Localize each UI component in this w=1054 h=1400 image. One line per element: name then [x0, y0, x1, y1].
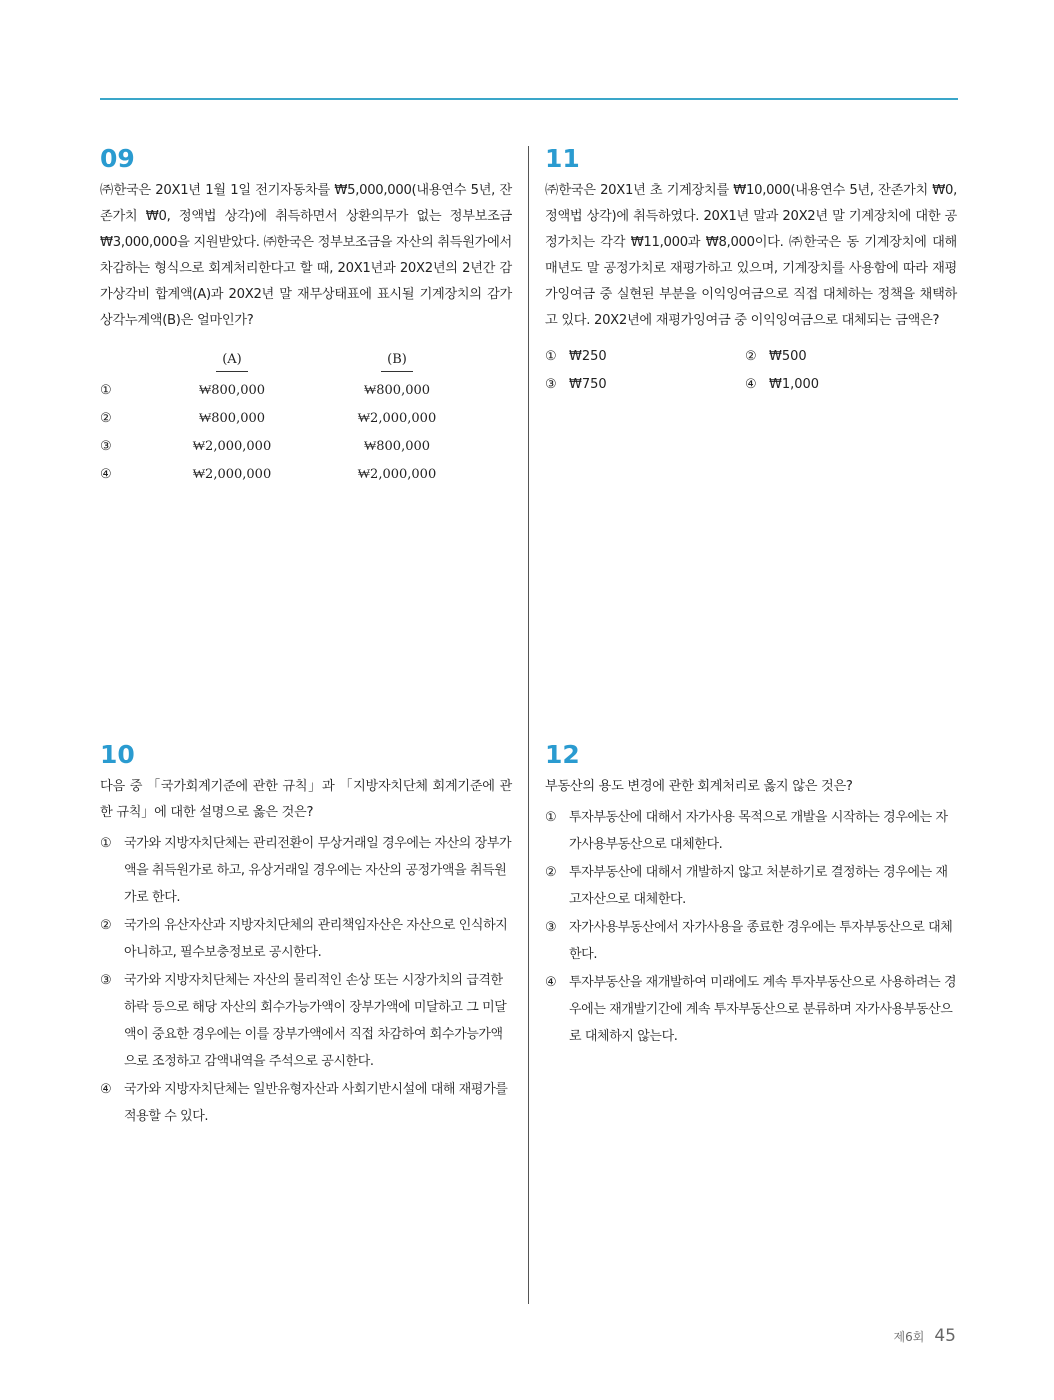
- option-text: ₩500: [769, 348, 807, 364]
- exam-round-label: 제6회: [893, 1330, 925, 1344]
- option-4[interactable]: [545, 969, 957, 1050]
- option-1[interactable]: [545, 342, 745, 370]
- option-mark: ③: [545, 376, 557, 392]
- option-3[interactable]: [100, 432, 512, 460]
- option-a-value: ₩800,000: [198, 411, 266, 426]
- question-number: 10: [100, 740, 135, 769]
- option-2[interactable]: [100, 912, 512, 966]
- option-a-value: ₩2,000,000: [192, 467, 272, 482]
- option-text: 투자부동산을 재개발하여 미래에도 계속 투자부동산으로 사용하려는 경우에는 재개발기간에 계속 투자부동산으로 분류하며 자가사용부동산으로 대체하지 않는다.: [569, 975, 957, 1044]
- question-stem: ㈜한국은 20X1년 1월 1일 전기자동차를 ₩5,000,000(내용연수 5년, 잔존가치 ₩0, 정액법 상각)에 취득하면서 상환의무가 없는 정부보조금 ₩3,000,000을 지원받았다. ㈜한국은 정부보조금을 자산의 취득원가에서 차감하는 형식으로 회계처리한다고 할 때, 20X1년과 20X2년의 2년간 감가상각비 합계액(A)과 20X2년 말 재무상태표에 표시될 기계장치의 감가상각누계액(B)은 얼마인가?: [100, 183, 512, 328]
- option-mark: ①: [100, 382, 112, 398]
- option-text: 투자부동산에 대해서 개발하지 않고 처분하기로 결정하는 경우에는 재고자산으로 대체한다.: [569, 865, 948, 907]
- answer-options: [545, 342, 957, 398]
- option-2[interactable]: [100, 404, 512, 432]
- option-1[interactable]: [100, 376, 512, 404]
- option-mark: ③: [100, 973, 112, 988]
- answer-table: [100, 344, 512, 488]
- column-b-label: (B): [381, 352, 413, 372]
- option-mark: ④: [745, 376, 757, 392]
- question-number: 12: [545, 740, 580, 769]
- option-3[interactable]: [545, 370, 745, 398]
- option-text: 투자부동산에 대해서 자가사용 목적으로 개발을 시작하는 경우에는 자가사용부동산으로 대체한다.: [569, 810, 948, 852]
- question-number: 11: [545, 144, 580, 173]
- answer-options: [545, 804, 957, 1050]
- option-mark: ①: [545, 348, 557, 364]
- question-09: [100, 144, 512, 488]
- question-number: 09: [100, 144, 135, 173]
- option-text: ₩250: [569, 348, 607, 364]
- option-1[interactable]: [100, 830, 512, 911]
- answer-table-header: [100, 344, 512, 376]
- option-1[interactable]: [545, 804, 957, 858]
- option-a-value: ₩2,000,000: [192, 439, 272, 454]
- option-mark: ④: [100, 1082, 112, 1097]
- option-4[interactable]: [100, 460, 512, 488]
- option-text: 국가와 지방자치단체는 관리전환이 무상거래일 경우에는 자산의 장부가액을 취득원가로 하고, 유상거래일 경우에는 자산의 공정가액을 취득원가로 한다.: [124, 836, 512, 905]
- option-mark: ②: [100, 918, 112, 933]
- option-b-value: ₩800,000: [363, 383, 431, 398]
- option-text: 국가와 지방자치단체는 일반유형자산과 사회기반시설에 대해 재평가를 적용할 수 있다.: [124, 1082, 508, 1124]
- option-3[interactable]: [545, 914, 957, 968]
- option-text: 자가사용부동산에서 자가사용을 종료한 경우에는 투자부동산으로 대체한다.: [569, 920, 953, 962]
- option-text: 국가의 유산자산과 지방자치단체의 관리책임자산은 자산으로 인식하지 아니하고, 필수보충정보로 공시한다.: [124, 918, 508, 960]
- option-a-value: ₩800,000: [198, 383, 266, 398]
- option-b-value: ₩800,000: [363, 439, 431, 454]
- option-mark: ④: [545, 975, 557, 990]
- question-stem: ㈜한국은 20X1년 초 기계장치를 ₩10,000(내용연수 5년, 잔존가치 ₩0, 정액법 상각)에 취득하였다. 20X1년 말과 20X2년 말 기계장치에 대한 공정가치는 각각 ₩11,000과 ₩8,000이다. ㈜한국은 동 기계장치에 대해 매년도 말 공정가치로 재평가하고 있으며, 기계장치를 사용함에 따라 재평가잉여금 중 실현된 부분을 이익잉여금으로 직접 대체하는 정책을 채택하고 있다. 20X2년에 재평가잉여금 중 이익잉여금으로 대체되는 금액은?: [545, 183, 957, 328]
- option-mark: ③: [100, 438, 112, 454]
- option-4[interactable]: [100, 1076, 512, 1130]
- option-mark: ②: [745, 348, 757, 364]
- page-number: 45: [934, 1326, 956, 1346]
- question-stem: 부동산의 용도 변경에 관한 회계처리로 옳지 않은 것은?: [545, 779, 853, 794]
- question-10: [100, 740, 512, 1130]
- option-4[interactable]: [745, 370, 945, 398]
- option-text: ₩1,000: [769, 376, 820, 392]
- page-footer: [894, 1326, 956, 1346]
- option-text: ₩750: [569, 376, 607, 392]
- option-mark: ①: [545, 810, 557, 825]
- option-3[interactable]: [100, 967, 512, 1075]
- column-a-label: (A): [216, 352, 248, 372]
- column-divider: [528, 146, 529, 1304]
- option-2[interactable]: [545, 859, 957, 913]
- option-mark: ③: [545, 920, 557, 935]
- answer-options: [100, 830, 512, 1130]
- option-mark: ①: [100, 836, 112, 851]
- question-12: [545, 740, 957, 1050]
- option-mark: ②: [100, 410, 112, 426]
- top-rule: [100, 98, 958, 100]
- question-11: [545, 144, 957, 398]
- option-b-value: ₩2,000,000: [357, 411, 437, 426]
- question-stem: 다음 중 「국가회계기준에 관한 규칙」과 「지방자치단체 회계기준에 관한 규칙」에 대한 설명으로 옳은 것은?: [100, 779, 512, 820]
- option-text: 국가와 지방자치단체는 자산의 물리적인 손상 또는 시장가치의 급격한 하락 등으로 해당 자산의 회수가능가액이 장부가액에 미달하고 그 미달액이 중요한 경우에는 이를 장부가액에서 직접 차감하여 회수가능가액으로 조정하고 감액내역을 주석으로 공시한다.: [124, 973, 507, 1069]
- option-mark: ②: [545, 865, 557, 880]
- option-b-value: ₩2,000,000: [357, 467, 437, 482]
- option-mark: ④: [100, 466, 112, 482]
- option-2[interactable]: [745, 342, 945, 370]
